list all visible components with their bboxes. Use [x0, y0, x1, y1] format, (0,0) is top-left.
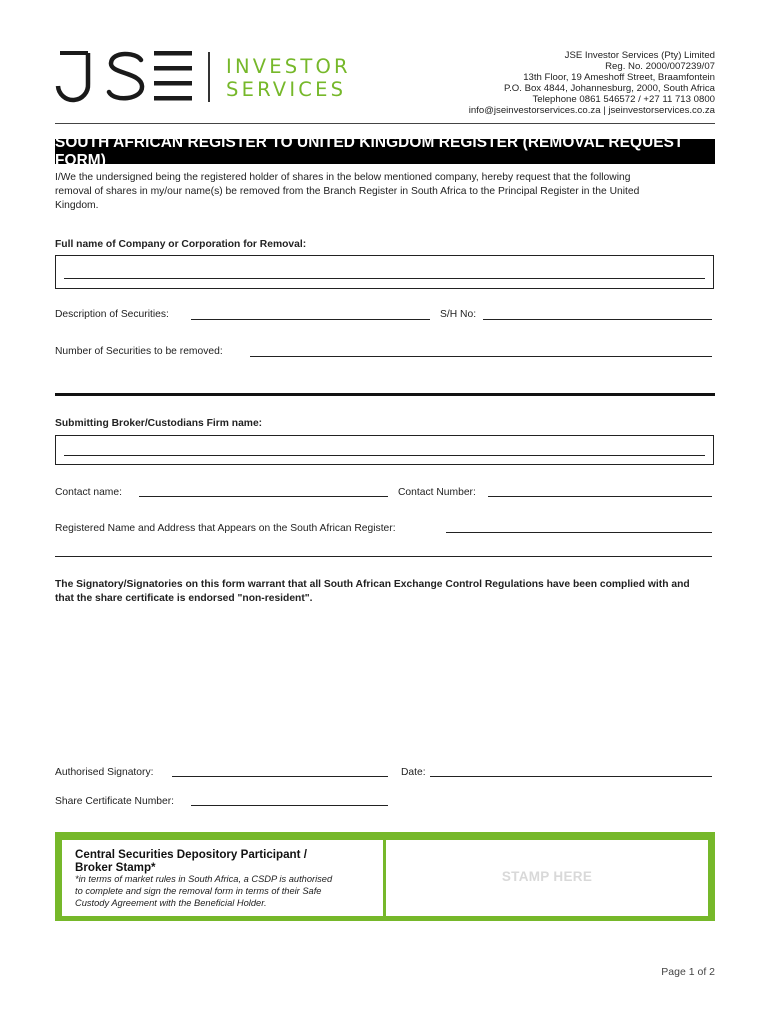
company-name-line	[64, 278, 705, 279]
broker-label: Submitting Broker/Custodians Firm name:	[55, 418, 263, 429]
broker-name-line	[64, 455, 705, 456]
contact-number-field[interactable]	[488, 496, 712, 497]
header-rule	[55, 123, 715, 124]
company-label: Full name of Company or Corporation for Removal:	[55, 239, 307, 250]
sh-no-field[interactable]	[483, 319, 712, 320]
page-number: Page 1 of 2	[661, 966, 715, 978]
date-field[interactable]	[430, 776, 712, 777]
company-name-box[interactable]	[55, 255, 714, 289]
intro-line-2: removal of shares in my/our name(s) be removed from the Branch Register in South Africa to the Principal Register in the United	[55, 186, 640, 197]
number-field[interactable]	[250, 356, 712, 357]
stamp-title	[75, 848, 307, 874]
broker-name-box[interactable]	[55, 435, 714, 465]
stamp-note	[75, 873, 332, 909]
stamp-note-line-3: Custody Agreement with the Beneficial Holder.	[75, 898, 267, 908]
logo-divider	[208, 52, 210, 102]
intro-line-1: I/We the undersigned being the registered holder of shares in the below mentioned company, hereby request that the following	[55, 172, 631, 183]
contact-name-field[interactable]	[139, 496, 388, 497]
section-divider	[55, 393, 715, 396]
registered-label: Registered Name and Address that Appears on the South African Register:	[55, 523, 396, 534]
form-title: SOUTH AFRICAN REGISTER TO UNITED KINGDOM REGISTER (REMOVAL REQUEST FORM)	[55, 139, 715, 164]
description-label: Description of Securities:	[55, 309, 169, 320]
date-label: Date:	[401, 767, 426, 778]
stamp-note-line-2: to complete and sign the removal form in terms of their Safe	[75, 886, 322, 896]
stamp-note-line-1: *in terms of market rules in South Africa, a CSDP is authorised	[75, 874, 333, 884]
stamp-title-line-2: Broker Stamp*	[75, 861, 156, 874]
sh-no-label: S/H No:	[440, 309, 477, 320]
intro-line-3: Kingdom.	[55, 200, 99, 211]
description-field[interactable]	[191, 319, 430, 320]
contact-number-label: Contact Number:	[398, 487, 476, 498]
registered-field-1[interactable]	[446, 532, 712, 533]
contact-links: info@jseinvestorservices.co.za | jseinvestorservices.co.za	[468, 105, 715, 116]
registered-field-2[interactable]	[55, 556, 712, 557]
certificate-field[interactable]	[191, 805, 388, 806]
logo-word-investor: INVESTOR	[226, 55, 351, 78]
postal-address: P.O. Box 4844, Johannesburg, 2000, South Africa	[503, 83, 715, 94]
jse-logo	[54, 50, 194, 104]
telephone: Telephone 0861 546572 / +27 11 713 0800	[532, 94, 715, 105]
company-name: JSE Investor Services (Pty) Limited	[564, 50, 715, 61]
street-address: 13th Floor, 19 Ameshoff Street, Braamfontein	[523, 72, 715, 83]
registration-number: Reg. No. 2000/007239/07	[605, 61, 715, 72]
signatory-label: Authorised Signatory:	[55, 767, 154, 778]
number-label: Number of Securities to be removed:	[55, 346, 223, 357]
warranty-line-2: that the share certificate is endorsed "non-resident".	[55, 593, 313, 604]
warranty-line-1: The Signatory/Signatories on this form warrant that all South African Exchange Control Regulations have been complied with and	[55, 579, 690, 590]
certificate-label: Share Certificate Number:	[55, 796, 175, 807]
signatory-field[interactable]	[172, 776, 388, 777]
stamp-placeholder: STAMP HERE	[501, 869, 593, 884]
logo-word-services: SERVICES	[226, 78, 347, 101]
stamp-title-line-1: Central Securities Depository Participant /	[75, 848, 307, 861]
contact-name-label: Contact name:	[55, 487, 122, 498]
